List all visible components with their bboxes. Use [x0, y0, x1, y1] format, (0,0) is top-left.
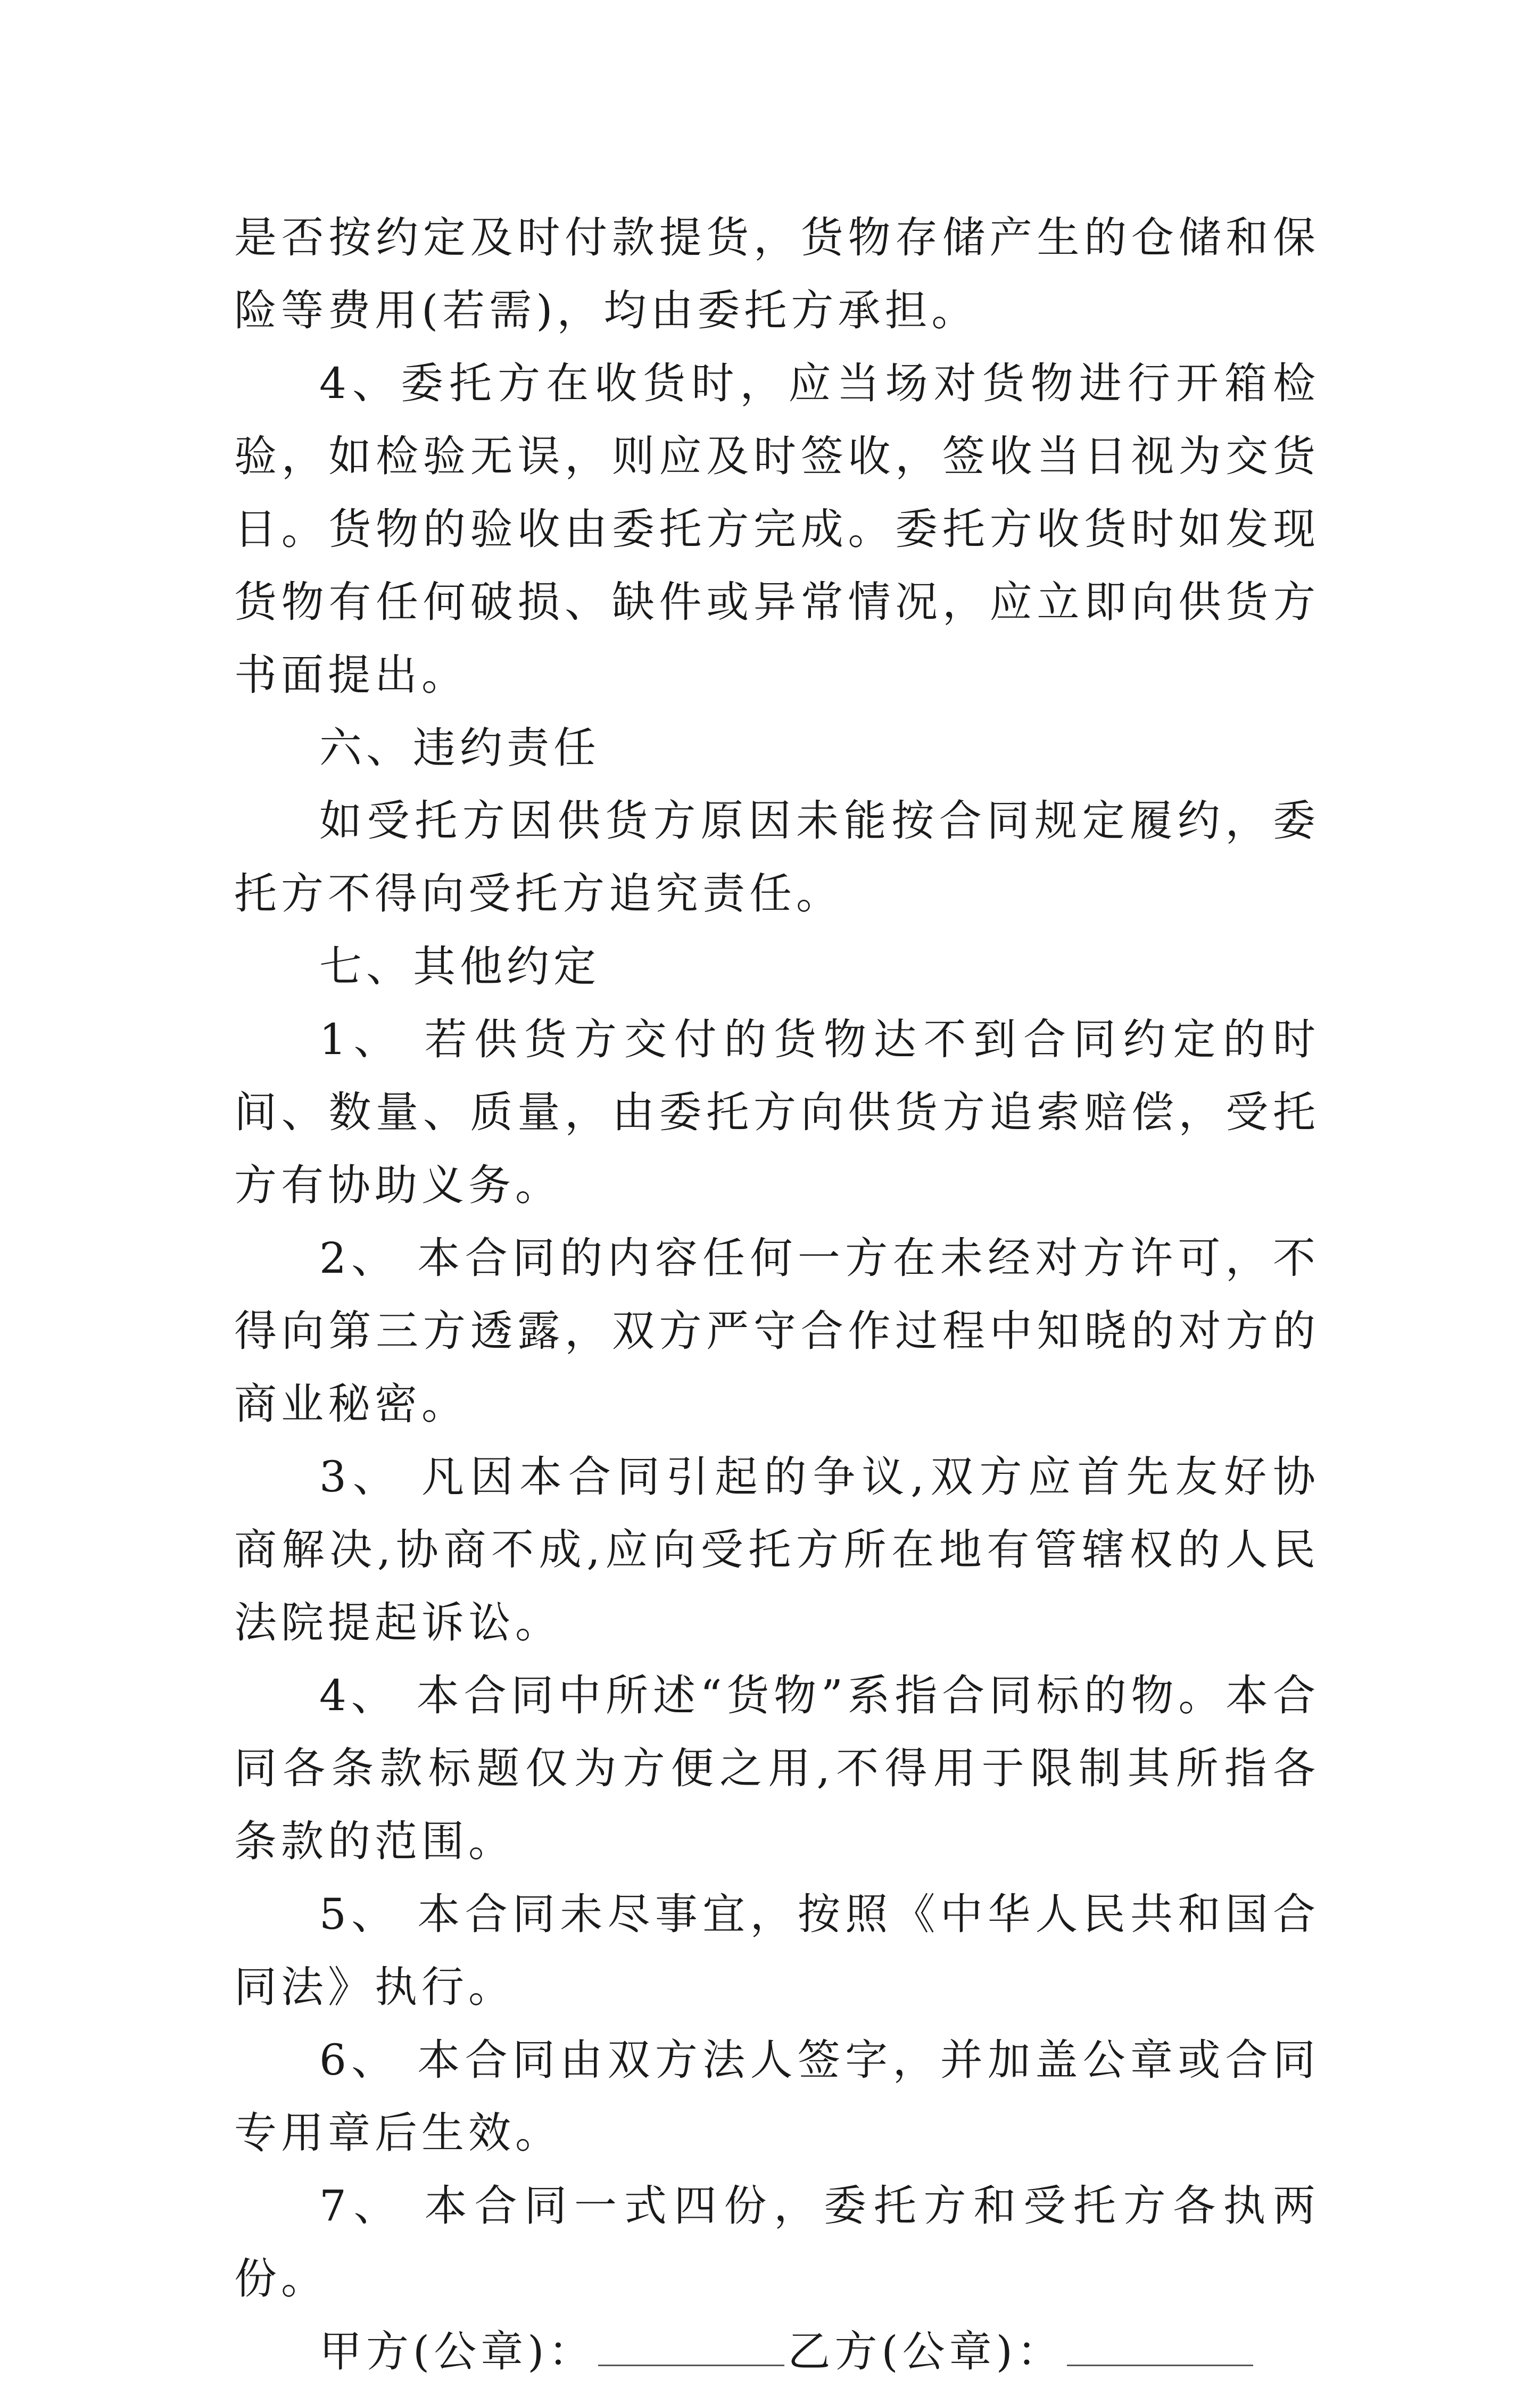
- paragraph-continuation: 是否按约定及时付款提货，货物存储产生的仓储和保险等费用(若需)，均由委托方承担。: [234, 213, 1320, 335]
- section-heading-breach: 六、违约责任: [319, 723, 600, 773]
- paragraph-other-5: 5、 本合同未尽事宜，按照《中华人民共和国合同法》执行。: [234, 1889, 1320, 2012]
- party-a-label: 甲方(公章)：: [319, 2327, 595, 2376]
- signature-row: [234, 2315, 1320, 2388]
- paragraph-clause-4-receiving: 4、委托方在收货时，应当场对货物进行开箱检验，如检验无误，则应及时签收，签收当日视为交货日。货物的验收由委托方完成。委托方收货时如发现货物有任何破损、缺件或异常情况，应立即向供货方书面提出。: [234, 359, 1320, 700]
- paragraph-other-6: 6、 本合同由双方法人签字，并加盖公章或合同专用章后生效。: [234, 2035, 1320, 2158]
- paragraph-other-1: 1、 若供货方交付的货物达不到合同约定的时间、数量、质量，由委托方向供货方追索赔偿，受托方有协助义务。: [234, 1015, 1320, 1210]
- document-body: [234, 201, 1320, 2388]
- paragraph-other-4: 4、 本合同中所述“货物”系指合同标的物。本合同各条款标题仅为方便之用,不得用于限制其所指各条款的范围。: [234, 1671, 1320, 1866]
- paragraph-other-2: 2、 本合同的内容任何一方在未经对方许可，不得向第三方透露，双方严守合作过程中知晓的对方的商业秘密。: [234, 1233, 1320, 1429]
- party-a-signature-line: [598, 2333, 784, 2366]
- party-b-label: 乙方(公章)：: [788, 2327, 1064, 2376]
- paragraph-other-3: 3、 凡因本合同引起的争议,双方应首先友好协商解决,协商不成,应向受托方所在地有管辖权的人民法院提起诉讼。: [234, 1452, 1320, 1647]
- section-heading-other: 七、其他约定: [319, 942, 600, 991]
- paragraph-other-7: 7、 本合同一式四份，委托方和受托方各执两份。: [234, 2181, 1320, 2303]
- paragraph-breach-liability: 如受托方因供货方原因未能按合同规定履约，委托方不得向受托方追究责任。: [234, 796, 1320, 918]
- party-b-signature-line: [1067, 2333, 1253, 2366]
